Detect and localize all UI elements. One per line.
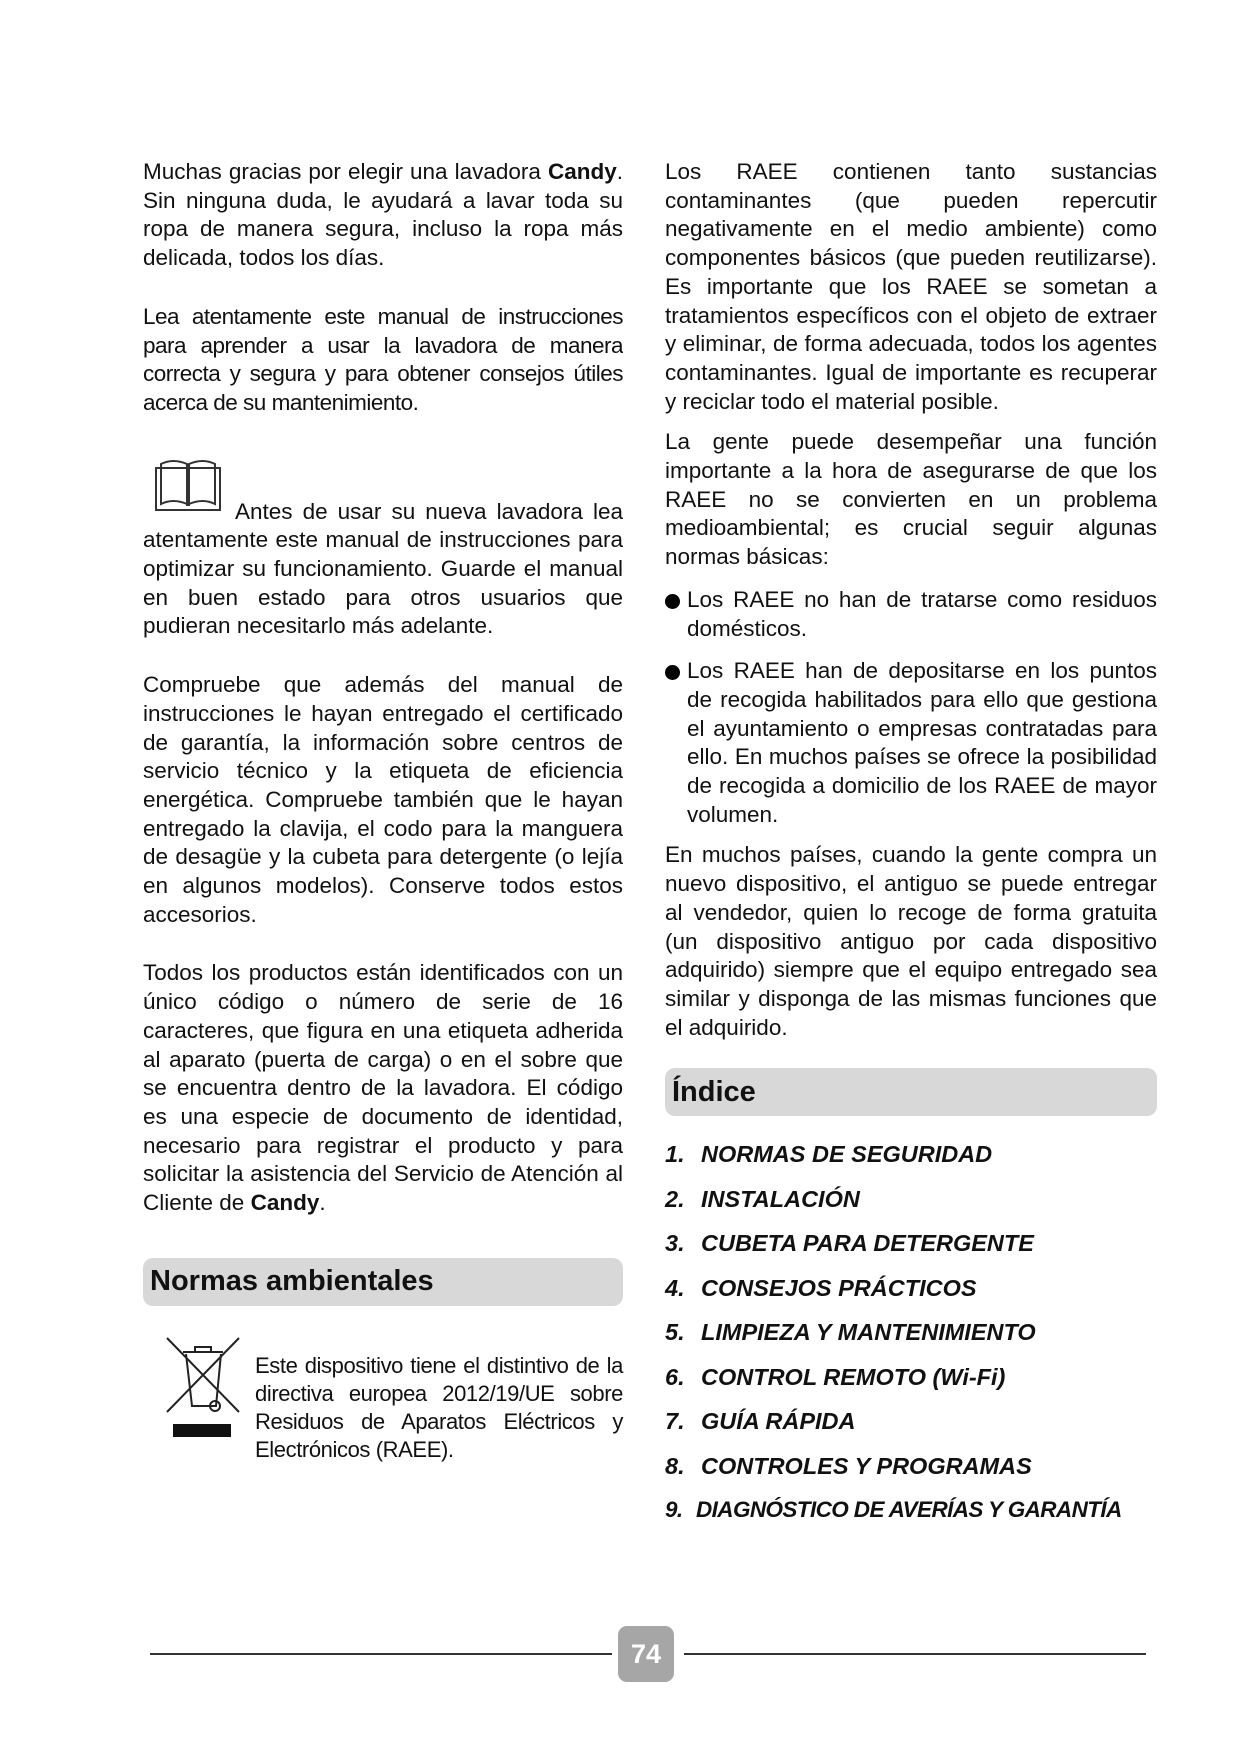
weee-crossed-bin-icon: [163, 1330, 243, 1440]
book-note-paragraph: Antes de usar su nueva lavadora lea atentamente este manual de instrucciones para optimizar su funcionamiento. Guarde el manual en buen estado para otros usuarios que pudieran necesitarlo más adelante.: [143, 498, 623, 639]
raee-paragraph-1: Los RAEE contienen tanto sustancias contaminantes (que pueden repercutir negativamente en el medio ambiente) como componentes básicos (que pueden reutilizarse). Es importante que los RAEE se sometan a tratamientos específicos con el objeto de extraer y eliminar, de forma adecuada, todos los agentes contaminantes. Igual de importante es recuperar y reciclar todo el material posible.: [665, 159, 1157, 414]
toc-item[interactable]: 4. CONSEJOS PRÁCTICOS: [665, 1274, 977, 1301]
toc-item[interactable]: 2. INSTALACIÓN: [665, 1185, 860, 1212]
list-item: Los RAEE no han de tratarse como residuos domésticos.: [665, 586, 1157, 643]
toc-item[interactable]: 1. NORMAS DE SEGURIDAD: [665, 1141, 993, 1168]
raee-paragraph-3: En muchos países, cuando la gente compra un nuevo dispositivo, el antiguo se puede entregar al vendedor, quien lo recoge de forma gratuita (un dispositivo antiguo por cada dispositivo adquirido) siempre que el equipo entregado sea similar y disponga de las mismas funciones que el adquirido.: [665, 842, 1157, 1040]
toc-item[interactable]: 7. GUÍA RÁPIDA: [665, 1408, 856, 1435]
serial-number-paragraph: Todos los productos están identificados con un único código o número de serie de 16 caracteres, que figura en una etiqueta adherida al aparato (puerta de carga) o en el sobre que se encuentra dentro de la lavadora. El código es una especie de documento de identidad, necesario para registrar el producto y para solicitar la asistencia del Servicio de Atención al Cliente de Candy.: [143, 960, 623, 1216]
toc-item[interactable]: 6. CONTROL REMOTO (Wi-Fi): [665, 1363, 1006, 1390]
accessories-paragraph: Compruebe que además del manual de instrucciones le hayan entregado el certificado de garantía, la información sobre centros de servicio técnico y la etiqueta de eficiencia energética. Compruebe también que le hayan entregado la clavija, el codo para la manguera de desagüe y la cubeta para detergente (o lejía en algunos modelos). Conserve todos estos accesorios.: [143, 672, 623, 927]
brand-name: Candy: [547, 159, 617, 184]
bullet-icon: [665, 594, 680, 609]
section-heading-index: Índice: [665, 1068, 1157, 1116]
right-column: [665, 158, 1157, 1533]
manual-book-icon: [155, 454, 221, 512]
intro-paragraph: Muchas gracias por elegir una lavadora Candy. Sin ninguna duda, le ayudará a lavar toda su ropa de manera segura, incluso la ropa más delicada, todos los días.: [143, 159, 623, 271]
section-heading-environment: Normas ambientales: [143, 1258, 623, 1306]
raee-rules-list: [665, 586, 1157, 830]
bullet-icon: [665, 665, 680, 680]
read-manual-paragraph: Lea atentamente este manual de instrucciones para aprender a usar la lavadora de manera correcta y segura y para obtener consejos útiles acerca de su mantenimiento.: [143, 303, 623, 415]
toc-item[interactable]: 5. LIMPIEZA Y MANTENIMIENTO: [665, 1319, 1036, 1346]
toc-item[interactable]: 9. DIAGNÓSTICO DE AVERÍAS Y GARANTÍA: [665, 1497, 1122, 1523]
page-number-badge: 74: [618, 1626, 674, 1682]
footer-rule-left: [150, 1653, 612, 1655]
toc-item[interactable]: 8. CONTROLES Y PROGRAMAS: [665, 1452, 1032, 1479]
page-footer: [0, 1626, 1241, 1682]
toc-item[interactable]: 3. CUBETA PARA DETERGENTE: [665, 1230, 1034, 1257]
list-item: Los RAEE han de depositarse en los puntos de recogida habilitados para ello que gestiona el ayuntamiento o empresas contratadas para ello. En muchos países se ofrece la posibilidad de recogida a domicilio de los RAEE de mayor volumen.: [665, 657, 1157, 829]
footer-rule-right: [684, 1653, 1146, 1655]
left-column: [143, 158, 623, 1486]
brand-name: Candy: [250, 1190, 320, 1216]
weee-directive-text: Este dispositivo tiene el distintivo de la directiva europea 2012/19/UE sobre Residuos de Aparatos Eléctricos y Electrónicos (RAEE).: [255, 1352, 623, 1462]
raee-paragraph-2: La gente puede desempeñar una función importante a la hora de asegurarse de que los RAEE no se convierten en un problema medioambiental; es crucial seguir algunas normas básicas:: [665, 429, 1157, 570]
table-of-contents: [665, 1132, 1157, 1533]
